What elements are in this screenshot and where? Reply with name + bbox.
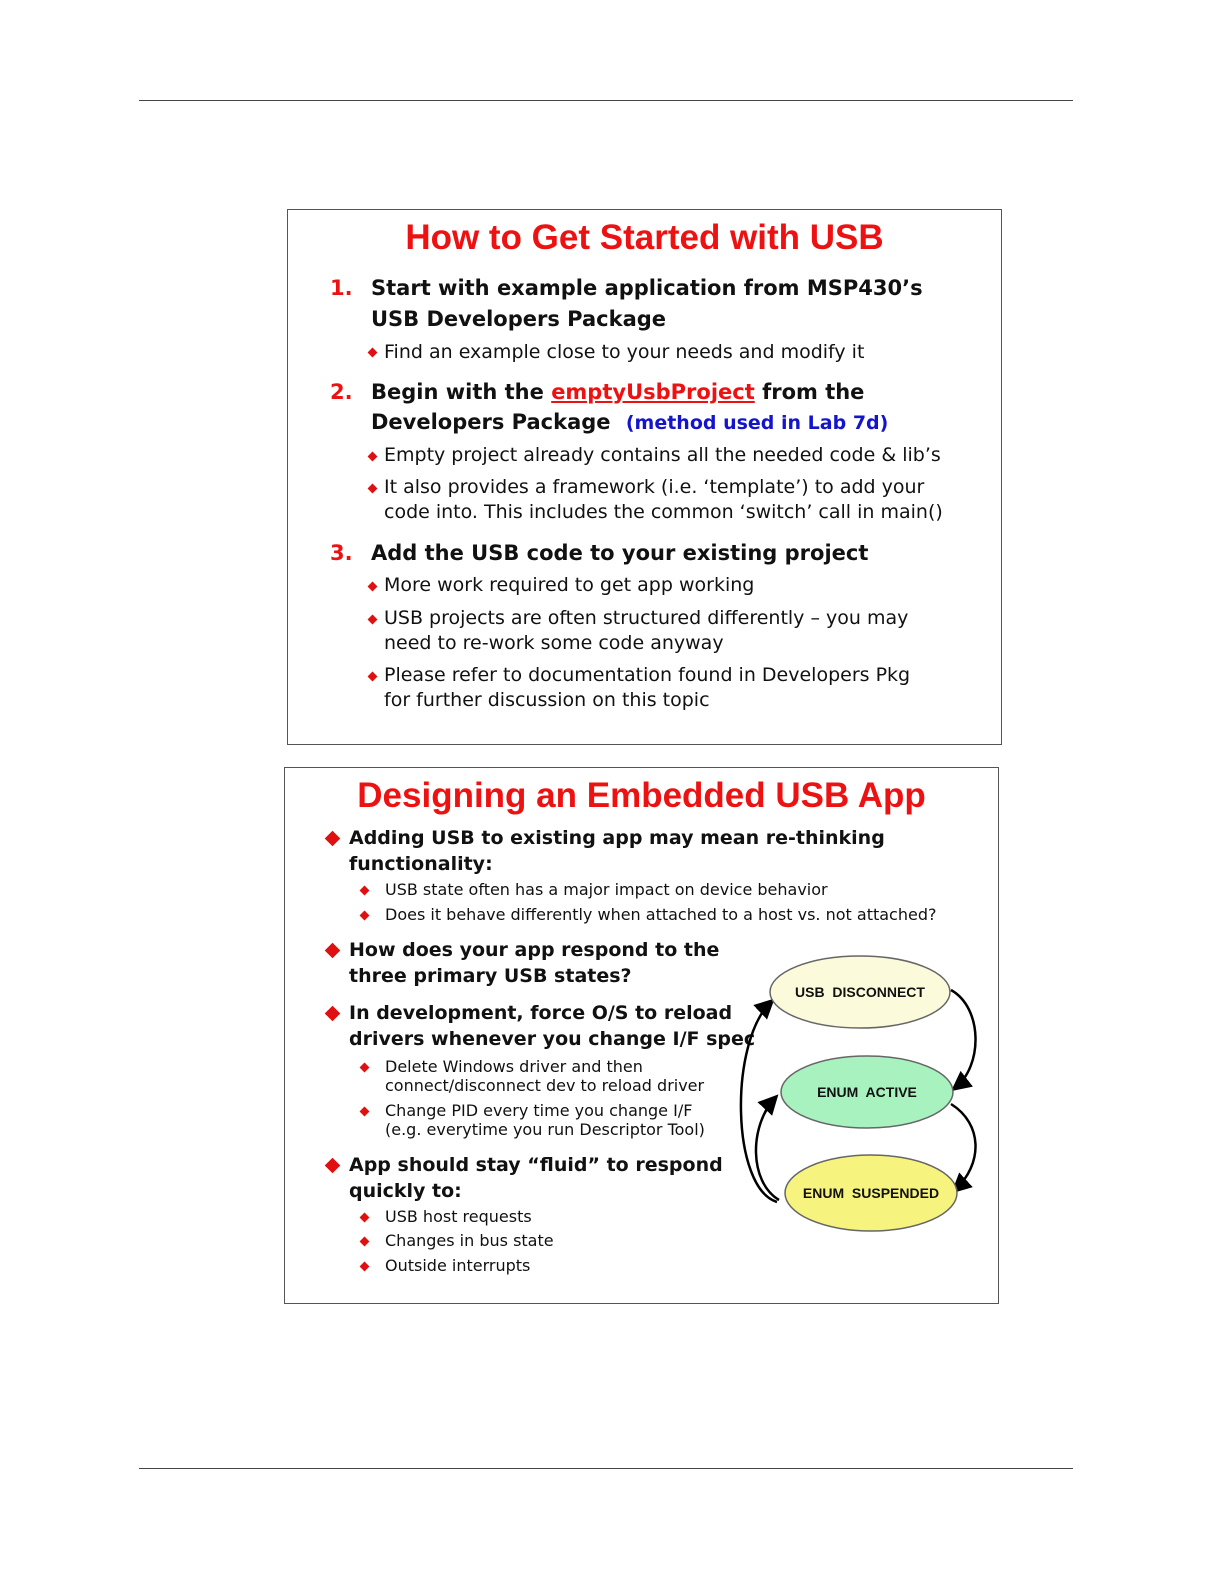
bullet-icon — [325, 943, 341, 959]
bullet-icon — [368, 672, 378, 682]
bullet-text: Delete Windows driver and then — [385, 1057, 643, 1076]
point-heading: three primary USB states? — [349, 965, 632, 987]
item-heading: Add the USB code to your existing project — [371, 541, 869, 565]
point-heading: App should stay “fluid” to respond — [349, 1154, 723, 1176]
state-label-disconnect: USB DISCONNECT — [795, 984, 925, 1000]
bullet-icon — [360, 911, 370, 921]
bullet-icon — [360, 1237, 370, 1247]
empty-usb-project-link[interactable]: emptyUsbProject — [551, 380, 755, 404]
bullet-icon — [368, 452, 378, 462]
bullet-icon — [368, 348, 378, 358]
bullet-text: Change PID every time you change I/F — [385, 1101, 693, 1120]
state-label-active: ENUM ACTIVE — [817, 1084, 917, 1100]
item-heading-post: from the — [754, 380, 865, 404]
bullet-icon — [360, 1213, 370, 1223]
bullet-text: connect/disconnect dev to reload driver — [385, 1076, 705, 1095]
item-number: 1. — [330, 276, 353, 300]
bullet-icon — [368, 582, 378, 592]
bullet-icon — [325, 1006, 341, 1022]
bullet-text: need to re-work some code anyway — [384, 632, 724, 654]
bullet-text: Please refer to documentation found in Developers Pkg — [384, 664, 911, 686]
state-label-suspended: ENUM SUSPENDED — [802, 1185, 940, 1201]
item-heading: USB Developers Package — [371, 307, 667, 331]
header-rule — [139, 100, 1073, 101]
bullet-text: It also provides a framework (i.e. ‘template’) to add your — [384, 476, 925, 498]
bullet-icon — [360, 1063, 370, 1073]
item-heading-pre: Begin with the — [371, 380, 552, 404]
bullet-text: for further discussion on this topic — [384, 689, 710, 711]
footer-rule — [139, 1468, 1073, 1469]
bullet-text: Find an example close to your needs and modify it — [384, 341, 865, 363]
bullet-text: USB host requests — [385, 1207, 532, 1226]
slide-title: Designing an Embedded USB App — [357, 776, 926, 815]
item-heading — [371, 377, 864, 407]
item-heading — [371, 407, 888, 438]
bullet-text: USB projects are often structured differently – you may — [384, 607, 909, 629]
bullet-text: code into. This includes the common ‘switch’ call in main() — [384, 501, 943, 523]
bullet-icon — [325, 1158, 341, 1174]
point-heading: functionality: — [349, 853, 493, 875]
item-heading-line2: Developers Package — [371, 410, 611, 434]
bullet-text: (e.g. everytime you run Descriptor Tool) — [385, 1120, 705, 1139]
item-number: 3. — [330, 541, 353, 565]
arrow-suspended-to-active — [756, 1098, 779, 1200]
slide-title: How to Get Started with USB — [405, 218, 884, 257]
point-heading: How does your app respond to the — [349, 939, 720, 961]
bullet-text: Changes in bus state — [385, 1231, 554, 1250]
bullet-text: Empty project already contains all the needed code & lib’s — [384, 444, 941, 466]
bullet-icon — [360, 1107, 370, 1117]
bullet-text: USB state often has a major impact on device behavior — [385, 880, 828, 899]
usb-state-diagram — [737, 948, 997, 1248]
point-heading: drivers whenever you change I/F spec — [349, 1028, 756, 1050]
bullet-icon — [360, 886, 370, 896]
point-heading: In development, force O/S to reload — [349, 1002, 733, 1024]
arrow-active-to-suspended — [951, 1104, 976, 1190]
bullet-icon — [360, 1262, 370, 1272]
point-heading: quickly to: — [349, 1180, 462, 1202]
bullet-icon — [368, 484, 378, 494]
item-number: 2. — [330, 380, 353, 404]
point-heading: Adding USB to existing app may mean re-thinking — [349, 827, 885, 849]
slide-designing-usb-app — [284, 767, 999, 1304]
bullet-text: More work required to get app working — [384, 574, 755, 596]
bullet-icon — [325, 831, 341, 847]
lab-note: (method used in Lab 7d) — [625, 412, 889, 434]
arrow-disconnect-to-active — [951, 990, 976, 1088]
item-heading: Start with example application from MSP430’s — [371, 276, 923, 300]
slide-getting-started — [287, 209, 1002, 745]
bullet-text: Outside interrupts — [385, 1256, 531, 1275]
bullet-text: Does it behave differently when attached to a host vs. not attached? — [385, 905, 937, 924]
bullet-icon — [368, 615, 378, 625]
